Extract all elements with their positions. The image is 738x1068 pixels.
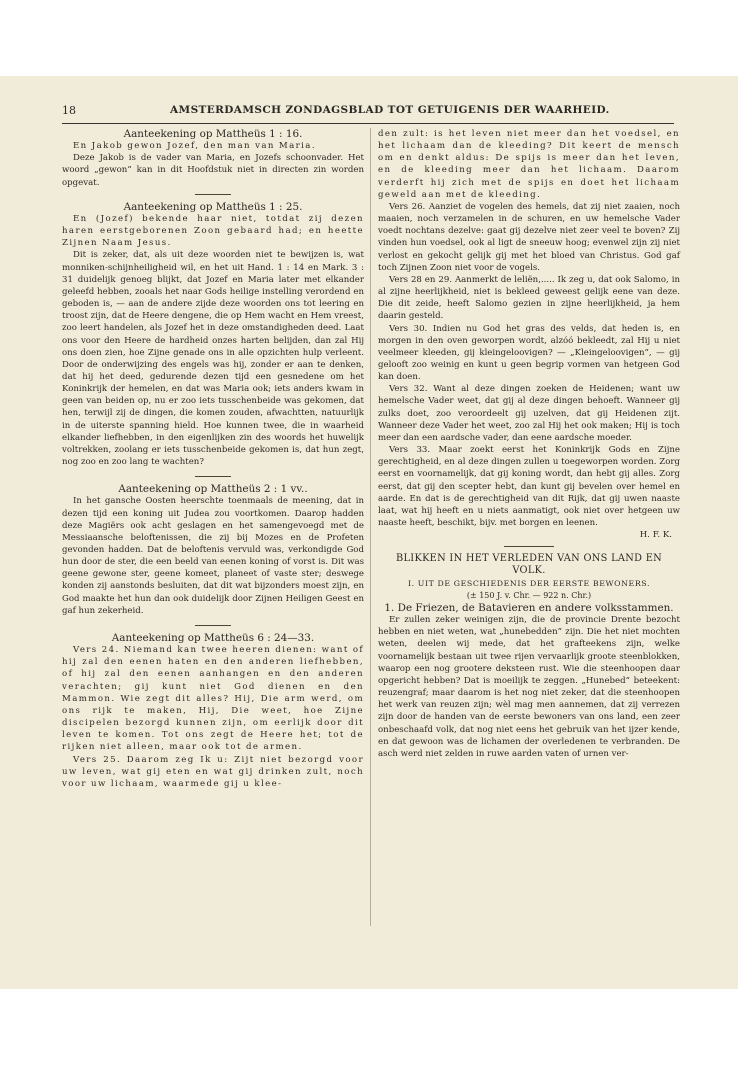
section-title-mattheus-6-24: Aanteekening op Mattheüs 6 : 24—33.	[111, 631, 315, 644]
paragraph: Vers 24. Niemand kan twee heeren dienen: want of hij zal den eenen haten en den anderen liefhebben, of hij zal den eenen aanhangen en den anderen verachten; gij kunt niet God dienen en den Mammon. Wie zegt dit alles? Hij, Die arm werd, om ons rijk te maken, Hij, Die weet, hoe Zijne discipelen bezorgd kunnen zijn, om eerlijk door dit leven te komen. Tot ons zegt de Heere het; tot de rijken niet alleen, maar ook tot de armen.	[62, 645, 364, 753]
page-number: 18	[62, 104, 76, 117]
article-subtitle: I. UIT DE GESCHIEDENIS DER EERSTE BEWONERS.	[407, 578, 651, 588]
section-title-friezen: 1. De Friezen, de Batavieren en andere volksstammen.	[384, 601, 674, 614]
left-column	[62, 128, 364, 790]
section-title-mattheus-2-1: Aanteekening op Mattheüs 2 : 1 vv..	[118, 483, 308, 496]
article-title: BLIKKEN IN HET VERLEDEN VAN ONS LAND EN VOLK.	[395, 553, 663, 577]
right-column	[378, 128, 680, 760]
section-divider	[504, 546, 554, 547]
paragraph: Dit is zeker, dat, als uit deze woorden niet te bewijzen is, wat monniken-schijnheiligheid wil, en het uit Hand. 1 : 14 en Mark. 3 : 31 duidelijk genoeg blijkt, dat Jozef en Maria later met elkander geleefd hebben, zooals het naar Gods heilige instelling verordend en geboden is, — aan de andere zijde deze woorden ons tot leering en troost zijn, dat de Heere dengene, die op Hem wacht en Hem vreest, zoo leert handelen, als Jozef het in deze omstandigheden deed. Laat ons voor den Heere de hardheid onzes harten belijden, dan zal Hij ons doen zien, hoe Zijne genade ons in alle opzichten hulp verleent. Door de onderwijzing des engels was hij, zonder er aan te denken, dat hij het deed, gedurende dezen tijd een gesnedene om het Koninkrijk der hemelen, en dat was Maria ook; iets anders kwam in geen van beiden op, nu er zoo iets tusschenbeide was gekomen, dat hen, terwijl zij de dingen, die komen zouden, afwachtten, natuurlijk in de uiterste spanning hield. Hoe kunnen twee, die in waarheid elkander liefhebben, in den eigenlijken zin des woords het huwelijk voltrekken, zoolang er iets tusschenbeide gekomen is, dat hun zegt, nog zoo en zoo lang te wachten?	[62, 250, 364, 468]
article-date-range: (± 150 J. v. Chr. — 922 n. Chr.)	[466, 590, 592, 600]
paragraph: En (Jozef) bekende haar niet, totdat zij dezen haren eerstgeborenen Zoon gebaard had; en heette Zijnen Naam Jesus.	[62, 213, 364, 249]
section-title-mattheus-1-25: Aanteekening op Mattheüs 1 : 25.	[123, 200, 303, 213]
paragraph: Vers 25. Daarom zeg Ik u: Zijt niet bezorgd voor uw leven, wat gij eten en wat gij drinken zult, noch voor uw lichaam, waarmede gij u klee-	[62, 754, 364, 789]
paragraph: In het gansche Oosten heerschte toenmaals de meening, dat in dezen tijd een koning uit Judea zou voortkomen. Daarop hadden deze Magiërs ook acht geslagen en het samengevoegd met de Messiaansche beloftenissen, die zij bij Mozes en de Profeten gevonden hadden. Dat de beloftenis vervuld was, verkondigde God hun door de ster, die een beeld van eenen koning of vorst is. Dit was geene gewone ster, geene komeet, planeet of vaste ster; deswege konden zij aanstonds besluiten, dat dit wat bijzonders moest zijn, en God maakte het hun dan ook duidelijk door Zijnen Heiligen Geest en gaf hun zekerheid.	[62, 496, 364, 616]
paragraph: Vers 28 en 29. Aanmerkt de leliën,..... Ik zeg u, dat ook Salomo, in al zijne heerlijkheid, niet is bekleed geweest gelijk eene van deze. Die dit zeide, heeft Salomo gezien in zijne heerlijkheid, ja hem daarin gesteld.	[378, 274, 680, 322]
header-rule	[62, 123, 674, 124]
paragraph: Er zullen zeker weinigen zijn, die de provincie Drente bezocht hebben en niet weten, wat „hunebedden” zijn. Die het niet mochten weten, deelen wij mede, dat het grafteekens zijn, welke voornamelijk bestaan uit twee rijen vervaarlijk groote steenblokken, waarop een nog grootere deksteen rust. Wie die steenhoopen daar opgericht hebben? Dat is moeilijk te zeggen. „Hunebed” beteekent: reuzengraf; maar daarom is het nog niet zeker, dat die steenhoopen het werk van reuzen zijn; wèl mag men aannemen, dat zij verrezen zijn door de handen van de eerste bewoners van ons land, een zeer onbeschaafd volk, dat nog niet eens het gebruik van het ijzer kende, en dat gewoon was de lichamen der overledenen te verbranden. De asch werd niet zelden in ruwe aarden vaten of urnen ver-	[378, 615, 680, 759]
paragraph: den zult: is het leven niet meer dan het voedsel, en het lichaam dan de kleeding? Dit keert de mensch om en denkt aldus: De spijs is meer dan het leven, en de kleeding meer dan het lichaam. Daarom verderft hij zich met de spijs en doet het lichaam geweld aan met de kleeding.	[378, 129, 680, 200]
paragraph: Vers 30. Indien nu God het gras des velds, dat heden is, en morgen in den oven geworpen wordt, alzóó bekleedt, zal Hij u niet veelmeer kleeden, gij kleingeloovigen? — „Kleingeloovigen”, — gij gelooft zoo weinig en kunt u geen begrip vormen van hetgeen God kan doen.	[378, 323, 680, 383]
newspaper-page	[0, 76, 738, 989]
paragraph: Vers 33. Maar zoekt eerst het Koninkrijk Gods en Zijne gerechtigheid, en al deze dingen zullen u toegeworpen worden. Zorg eerst en voornamelijk, dat gij koning wordt, dan hebt gij alles. Zorg eerst, dat gij den scepter hebt, dan kunt gij bevelen over hemel en aarde. En dat is de gerechtigheid van dit Rijk, dat gij uwen naaste laat, wat hij heeft en u niets aanmatigt, ook niet over hetgeen uw naaste heeft, beschikt, bijv. met borgen en leenen.	[378, 445, 680, 528]
paragraph: Vers 32. Want al deze dingen zoeken de Heidenen; want uw hemelsche Vader weet, dat gij al deze dingen behoeft. Wanneer gij zulks doet, zoo veroordeelt gij uzelven, dat gij Heidenen zijt. Wanneer deze Vader het weet, zoo zal Hij het ook maken; Hij is toch meer dan een aardsche vader, dan eene aardsche moeder.	[378, 384, 680, 443]
section-title-mattheus-1-16: Aanteekening op Mattheüs 1 : 16.	[123, 128, 303, 140]
author-signature: H. F. K.	[639, 530, 672, 541]
page-header	[62, 104, 674, 122]
section-divider	[195, 476, 231, 477]
publication-title: AMSTERDAMSCH ZONDAGSBLAD TOT GETUIGENIS DER WAARHEID.	[170, 104, 610, 116]
column-divider	[370, 128, 371, 926]
paragraph: Vers 26. Aanziet de vogelen des hemels, dat zij niet zaaien, noch maaien, noch verzamelen in de schuren, en uw hemelsche Vader voedt nochtans dezelve: gaat gij dezelve niet zeer veel te boven? Zij vinden hun voedsel, ook al ligt de sneeuw hoog; evenwel zijn zij niet verlost en gekocht gelijk gij met het bloed van Christus. God gaf toch Zijnen Zoon niet voor de vogels.	[378, 201, 680, 273]
section-divider	[195, 194, 231, 195]
paragraph: En Jakob gewon Jozef, den man van Maria.	[73, 141, 316, 152]
section-divider	[195, 625, 231, 626]
paragraph: Deze Jakob is de vader van Maria, en Jozefs schoonvader. Het woord „gewon” kan in dit Hoofdstuk niet in directen zin worden opgevat.	[62, 153, 364, 188]
